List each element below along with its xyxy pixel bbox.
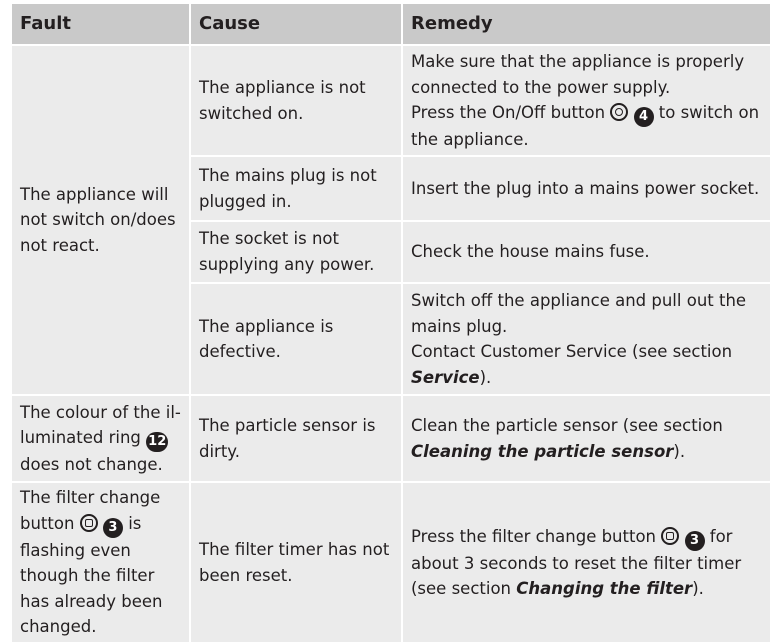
remedy-cell [402, 395, 771, 482]
cause-cell: The appliance is defective. [190, 283, 402, 395]
table-row [11, 395, 771, 482]
power-button-icon [610, 103, 628, 121]
section-reference: Changing the filter [516, 579, 693, 599]
item-number-badge: 3 [103, 518, 123, 538]
fault-text: does not change. [20, 455, 163, 475]
item-number-badge: 4 [634, 107, 654, 127]
fault-cell [11, 395, 190, 482]
remedy-text: ). [692, 579, 704, 599]
remedy-text: Make sure that the appliance is properly connected to the power supply. [411, 52, 745, 97]
header-remedy: Remedy [402, 3, 771, 45]
cause-cell: The socket is not supplying any power. [190, 221, 402, 283]
remedy-text: Clean the particle sensor (see section [411, 416, 723, 436]
filter-change-button-icon [661, 527, 679, 545]
header-cause: Cause [190, 3, 402, 45]
remedy-text: Press the On/Off button [411, 103, 606, 123]
remedy-cell [402, 482, 771, 643]
remedy-text: for about 3 seconds to reset the filter timer (see section [411, 526, 742, 599]
cause-cell: The filter timer has not been reset. [190, 482, 402, 643]
remedy-text: Press the filter change button [411, 526, 657, 546]
remedy-cell: Check the house mains fuse. [402, 221, 771, 283]
fault-cell [11, 482, 190, 643]
cause-cell: The particle sensor is dirty. [190, 395, 402, 482]
remedy-cell [402, 283, 771, 395]
fault-cell: The appliance will not switch on/does not react. [11, 45, 190, 395]
remedy-text: Switch off the appliance and pull out the mains plug. [411, 291, 747, 336]
section-reference: Service [411, 367, 480, 387]
table-row [11, 482, 771, 643]
item-number-badge: 12 [146, 432, 168, 452]
fault-text: is flashing even though the filter has already been changed. [20, 513, 163, 637]
filter-change-button-icon [80, 514, 98, 532]
fault-text: The colour of the il-luminated ring [20, 402, 181, 448]
remedy-text: to switch on the appliance. [411, 103, 760, 150]
remedy-cell: Insert the plug into a mains power socket. [402, 156, 771, 220]
item-number-badge: 3 [685, 531, 705, 551]
remedy-text: Contact Customer Service (see section [411, 342, 733, 362]
table-header-row [11, 3, 771, 45]
remedy-text: ). [673, 441, 686, 461]
fault-text: The filter change button [20, 488, 161, 533]
header-fault: Fault [11, 3, 190, 45]
table-row [11, 45, 771, 156]
troubleshooting-table [10, 2, 772, 644]
section-reference: Cleaning the particle sensor [411, 441, 674, 461]
remedy-text: ). [479, 367, 492, 387]
remedy-cell [402, 45, 771, 156]
cause-cell: The mains plug is not plugged in. [190, 156, 402, 220]
cause-cell: The appliance is not switched on. [190, 45, 402, 156]
